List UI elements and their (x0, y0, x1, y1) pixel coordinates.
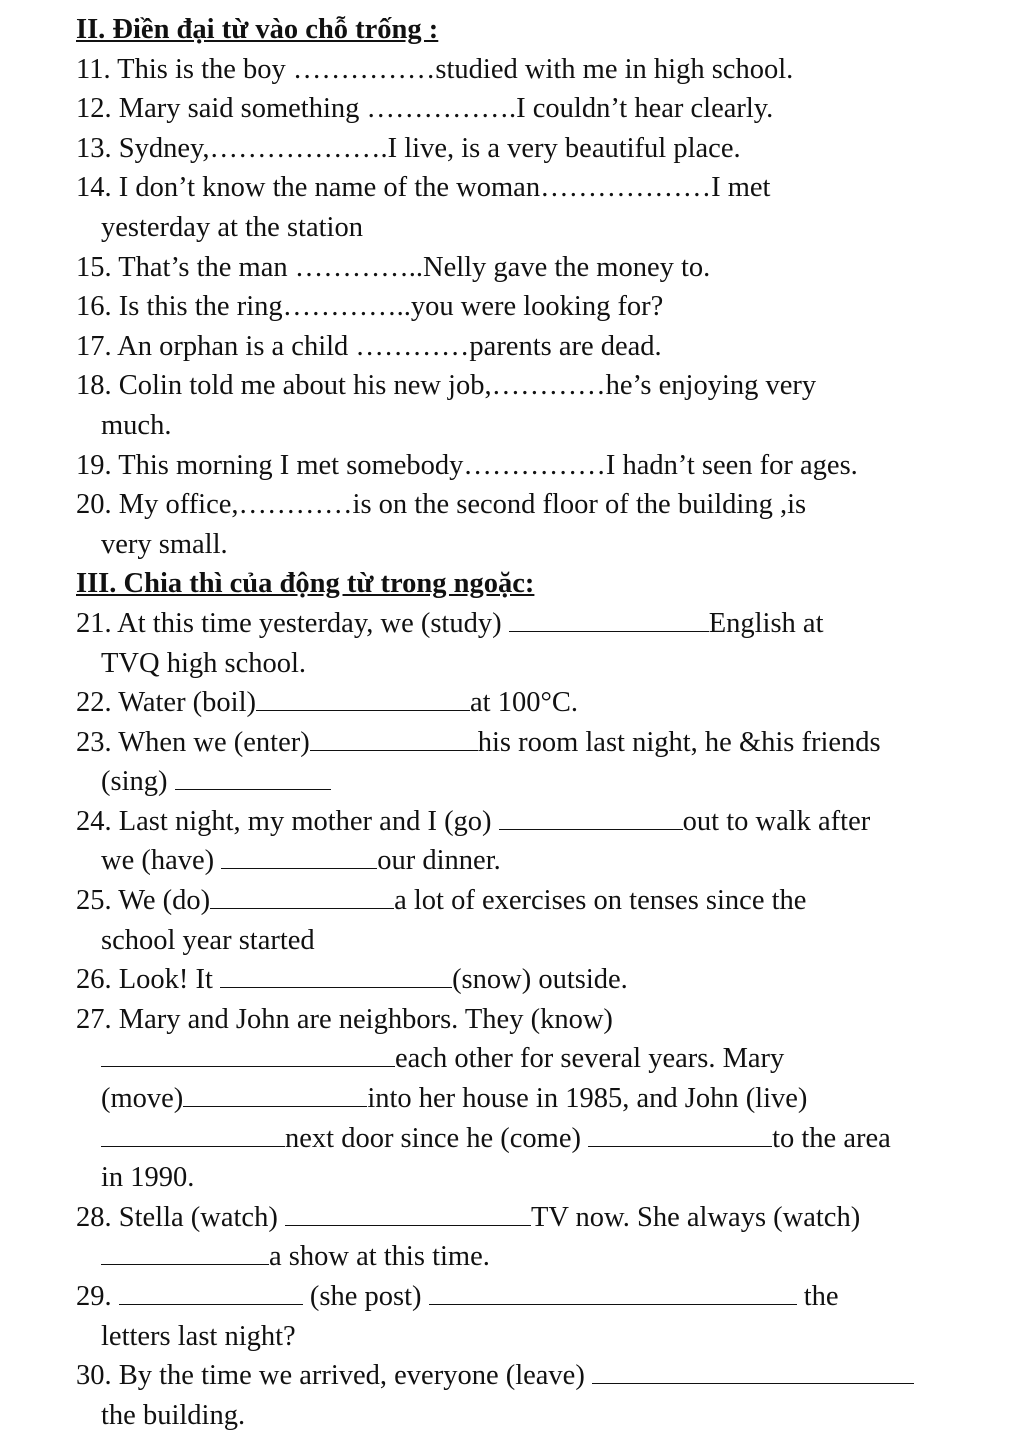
exercise-item-20 (76, 485, 946, 564)
answer-blank[interactable] (220, 961, 452, 988)
item-text: 27. Mary and John are neighbors. They (know) (76, 1003, 613, 1035)
item-continuation: TVQ high school. (101, 647, 307, 679)
exercise-item-25 (76, 881, 946, 960)
item-text: to the area (772, 1122, 891, 1154)
exercise-item-21 (76, 604, 946, 683)
item-text: his room last night, he &his friends (477, 726, 881, 758)
answer-blank[interactable] (183, 1080, 367, 1107)
exercise-item-30 (76, 1356, 946, 1435)
exercise-item-14 (76, 168, 946, 247)
item-text: 16. Is this the ring…………..you were looking for? (76, 291, 664, 323)
exercise-item-26 (76, 960, 946, 1000)
answer-blank[interactable] (429, 1278, 797, 1305)
item-text: 26. Look! It (76, 964, 221, 996)
section-2-heading: II. Điền đại từ vào chỗ trống : (76, 14, 439, 45)
exercise-item-29 (76, 1277, 946, 1356)
item-continuation: in 1990. (101, 1162, 195, 1194)
item-text: 18. Colin told me about his new job,…………he’s enjoying very (76, 370, 817, 402)
exercise-item-17 (76, 327, 946, 367)
item-text: each other for several years. Mary (395, 1043, 785, 1075)
answer-blank[interactable] (310, 724, 478, 751)
item-text: 19. This morning I met somebody……………I hadn’t seen for ages. (76, 449, 858, 481)
answer-blank[interactable] (509, 605, 709, 632)
section-3-heading: III. Chia thì của động từ trong ngoặc: (76, 568, 535, 600)
exercise-item-16 (76, 287, 946, 327)
exercise-item-23 (76, 723, 946, 802)
item-text: (move) (101, 1083, 184, 1115)
exercise-item-28 (76, 1198, 946, 1277)
item-continuation: very small. (101, 528, 228, 560)
answer-blank[interactable] (221, 842, 377, 869)
answer-blank[interactable] (588, 1120, 772, 1147)
answer-blank[interactable] (285, 1199, 531, 1226)
item-text: the (796, 1281, 839, 1312)
item-text: out to walk after (682, 805, 871, 837)
item-continuation: yesterday at the station (101, 211, 363, 243)
answer-blank[interactable] (175, 763, 331, 790)
answer-blank[interactable] (592, 1357, 914, 1384)
item-text: into her house in 1985, and John (live) (367, 1083, 808, 1115)
item-text: 25. We (do) (76, 885, 211, 917)
exercise-item-11 (76, 50, 946, 90)
exercise-item-24 (76, 802, 946, 881)
exercise-item-18 (76, 366, 946, 445)
item-text: 17. An orphan is a child …………parents are dead. (76, 330, 662, 362)
answer-blank[interactable] (101, 1120, 285, 1147)
answer-blank[interactable] (210, 882, 394, 909)
item-text: 24. Last night, my mother and I (go) (76, 805, 499, 837)
item-text: 21. At this time yesterday, we (study) (76, 607, 509, 639)
item-text: 12. Mary said something …………….I couldn’t hear clearly. (76, 93, 774, 125)
exercise-item-19 (76, 446, 946, 486)
item-text: (snow) outside. (452, 964, 628, 996)
item-text: TV now. She always (watch) (530, 1201, 861, 1233)
answer-blank[interactable] (101, 1040, 395, 1067)
item-text: 29. (76, 1281, 119, 1312)
item-text: 20. My office,…………is on the second floor of the building ,is (76, 489, 807, 521)
item-text: 28. Stella (watch) (76, 1201, 285, 1233)
item-continuation: the building. (101, 1399, 246, 1431)
exercise-item-12 (76, 89, 946, 129)
item-continuation: letters last night? (101, 1320, 296, 1352)
item-text: next door since he (come) (285, 1122, 589, 1154)
item-text: (she post) (302, 1281, 429, 1312)
exercise-item-13 (76, 129, 946, 169)
item-text: our dinner. (377, 845, 501, 877)
item-text: a show at this time. (269, 1241, 490, 1273)
item-text: 15. That’s the man …………..Nelly gave the money to. (76, 251, 711, 283)
item-continuation: school year started (101, 924, 315, 956)
item-text: (sing) (101, 766, 175, 798)
answer-blank[interactable] (499, 803, 683, 830)
item-text: 13. Sydney,……………….I live, is a very beautiful place. (76, 132, 741, 164)
item-text: 30. By the time we arrived, everyone (leave) (76, 1360, 592, 1392)
item-text: 22. Water (boil) (76, 687, 257, 719)
item-text: 11. This is the boy ……………studied with me in high school. (76, 53, 794, 85)
answer-blank[interactable] (101, 1238, 269, 1265)
exercise-item-27 (76, 1000, 946, 1198)
item-continuation: much. (101, 409, 172, 441)
item-text: at 100°C. (470, 687, 578, 719)
item-text: we (have) (101, 845, 222, 877)
item-text: 23. When we (enter) (76, 726, 310, 758)
answer-blank[interactable] (256, 684, 470, 711)
item-text: English at (708, 607, 824, 639)
item-text: a lot of exercises on tenses since the (394, 885, 807, 917)
item-text: 14. I don’t know the name of the woman………………I met (76, 172, 771, 204)
answer-blank[interactable] (119, 1278, 303, 1305)
exercise-item-15 (76, 248, 946, 288)
worksheet (0, 10, 1024, 1435)
exercise-item-22 (76, 683, 946, 723)
